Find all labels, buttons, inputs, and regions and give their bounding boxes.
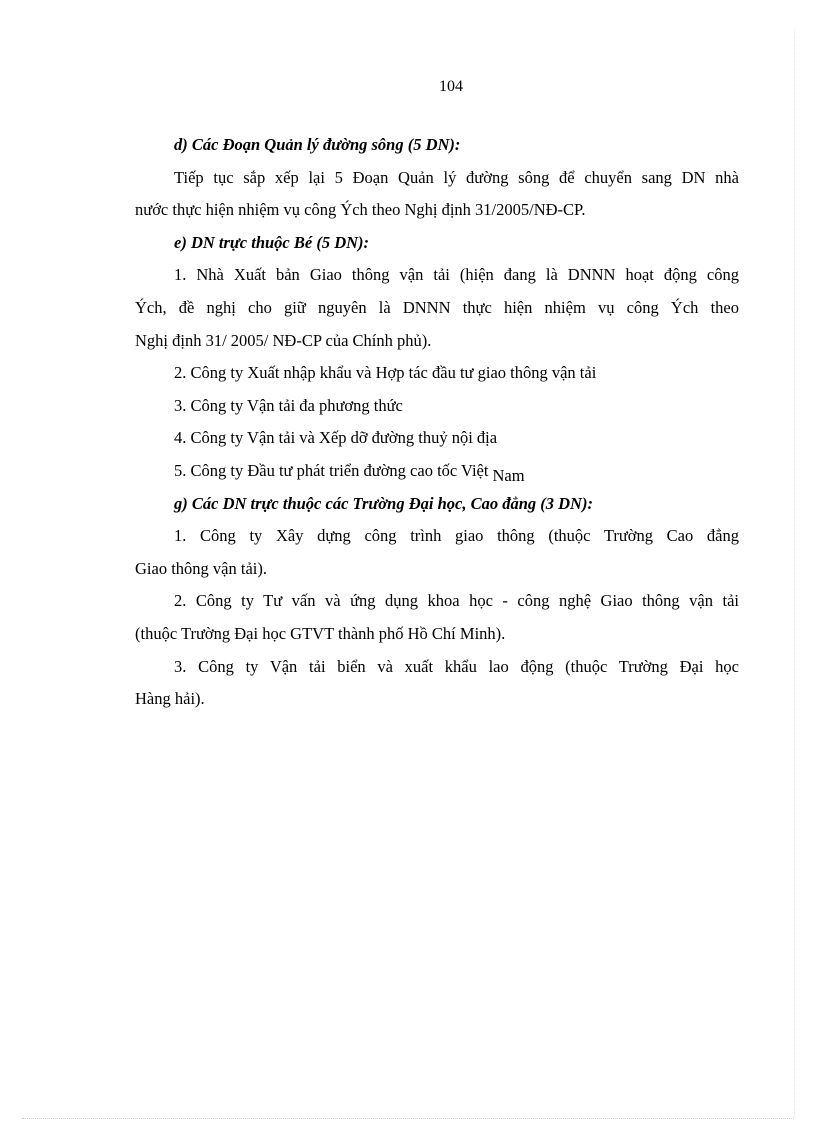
line-text: nước thực hiện nhiệm vụ công Ých theo Nghị định 31/2005/NĐ-CP.: [135, 200, 586, 220]
line-text: e) DN trực thuộc Bé (5 DN):: [174, 232, 370, 252]
line-text: 1. Công ty Xây dựng công trình giao thông (thuộc Trường Cao đẳng: [174, 526, 739, 546]
line-text: Tiếp tục sắp xếp lại 5 Đoạn Quản lý đường sông để chuyển sang DN nhà: [174, 167, 739, 187]
line-text: Ých, đề nghị cho giữ nguyên là DNNN thực hiện nhiệm vụ công Ých theo: [135, 297, 739, 317]
page-number: 104: [439, 78, 463, 95]
line-text: 1. Nhà Xuất bản Giao thông vận tải (hiện đang là DNNN hoạt động công: [174, 265, 739, 285]
line-text: (thuộc Trường Đại học GTVT thành phố Hồ Chí Minh).: [135, 623, 506, 643]
line-text: 2. Công ty Tư vấn và ứng dụng khoa học - công nghệ Giao thông vận tải: [174, 591, 739, 611]
line-text: 3. Công ty Vận tải biển và xuất khẩu lao động (thuộc Trường Đại học: [174, 656, 739, 676]
text-line: [135, 618, 739, 651]
line-text: 5. Công ty Đầu tư phát triển đường cao tốc Việt: [174, 460, 489, 480]
line-text: d) Các Đoạn Quản lý đường sông (5 DN):: [174, 135, 461, 154]
line-text: Hàng hải).: [135, 689, 205, 709]
page-edge-bottom: [22, 1118, 794, 1119]
line-text: 4. Công ty Vận tải và Xếp dỡ đường thuỷ nội địa: [174, 428, 498, 448]
text-line: [135, 357, 739, 390]
text-line: [135, 390, 739, 423]
line-tail-text: Nam: [492, 465, 525, 485]
text-line: [135, 422, 739, 455]
line-text: 3. Công ty Vận tải đa phương thức: [174, 395, 403, 415]
text-line: [135, 194, 739, 227]
page-edge-right: [794, 30, 795, 1117]
text-line: [135, 455, 739, 488]
line-text: Giao thông vận tải).: [135, 558, 267, 578]
text-line: [135, 259, 739, 292]
line-text: g) Các DN trực thuộc các Trường Đại học, Cao đẳng (3 DN):: [174, 493, 593, 513]
text-line: [135, 325, 739, 358]
line-text: Nghị định 31/ 2005/ NĐ-CP của Chính phủ).: [135, 330, 432, 350]
text-line: [135, 129, 739, 162]
text-line: [135, 651, 739, 684]
text-line: [135, 520, 739, 553]
text-line: [135, 227, 739, 260]
document-body: [135, 129, 739, 716]
text-line: [135, 292, 739, 325]
text-line: [135, 488, 739, 521]
text-line: [135, 683, 739, 716]
line-text: 2. Công ty Xuất nhập khẩu và Hợp tác đầu tư giao thông vận tải: [174, 363, 597, 383]
text-line: [135, 585, 739, 618]
text-line: [135, 162, 739, 195]
text-line: [135, 553, 739, 586]
